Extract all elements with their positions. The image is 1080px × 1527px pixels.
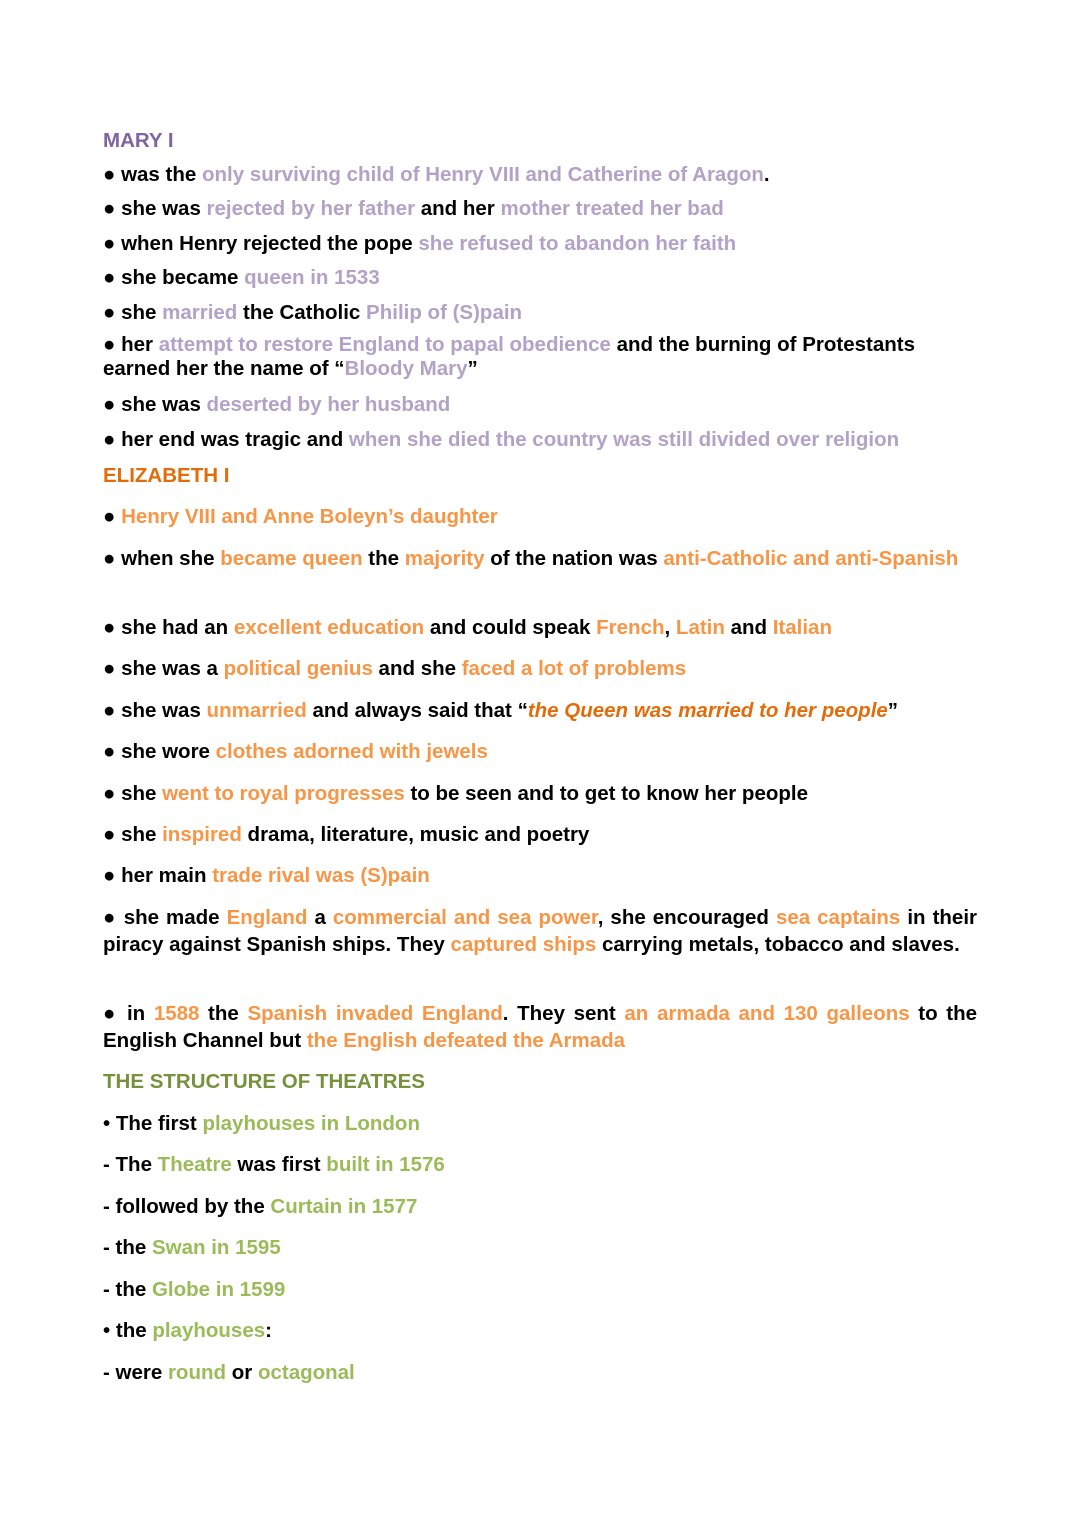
highlighted-text: majority xyxy=(404,547,485,570)
text-segment: in their piracy against Spanish ships. They xyxy=(103,906,977,956)
highlighted-text: unmarried xyxy=(206,699,307,722)
elizabeth-bullet xyxy=(103,503,977,530)
highlighted-text: the English defeated the Armada xyxy=(306,1029,626,1052)
text-segment: : xyxy=(265,1319,272,1342)
highlighted-text: faced a lot of problems xyxy=(461,657,687,680)
text-segment: to be seen and to get to know her people xyxy=(404,782,808,805)
text-segment: ● in xyxy=(103,1002,154,1025)
text-segment: ● she was xyxy=(103,393,207,416)
elizabeth-heading: ELIZABETH I xyxy=(103,464,230,487)
text-segment: - the xyxy=(103,1236,152,1259)
highlighted-text: clothes adorned with jewels xyxy=(215,740,488,763)
highlighted-text: playhouses in London xyxy=(202,1112,420,1135)
highlighted-text: built in 1576 xyxy=(326,1153,445,1176)
text-segment: and always said that “ xyxy=(306,699,528,722)
text-segment: ● xyxy=(103,505,122,528)
text-segment: the xyxy=(199,1002,248,1025)
highlighted-text: Swan in 1595 xyxy=(151,1236,281,1259)
text-segment: - followed by the xyxy=(103,1195,271,1218)
text-segment: the xyxy=(362,547,405,570)
highlighted-text: round xyxy=(167,1361,227,1384)
mary-bullet xyxy=(103,264,977,291)
elizabeth-bullet xyxy=(103,862,977,889)
theatres-heading: THE STRUCTURE OF THEATRES xyxy=(103,1070,425,1093)
text-segment: the Catholic xyxy=(237,301,367,324)
text-segment: ● when Henry rejected the pope xyxy=(103,232,419,255)
text-segment: ” xyxy=(887,699,899,722)
highlighted-text: when she died the country was still divided over religion xyxy=(348,428,900,451)
text-segment: drama, literature, music and poetry xyxy=(241,823,590,846)
highlighted-text: Globe in 1599 xyxy=(151,1278,286,1301)
highlighted-text: only surviving child of Henry VIII and Catherine of Aragon xyxy=(201,163,764,186)
highlighted-text: mother treated her bad xyxy=(500,197,724,220)
highlighted-text: married xyxy=(162,301,238,324)
highlighted-text: rejected by her father xyxy=(206,197,416,220)
theatres-item xyxy=(103,1193,977,1220)
text-segment: ● she xyxy=(103,782,163,805)
text-segment: and her xyxy=(415,197,501,220)
text-segment: and could speak xyxy=(424,616,597,639)
highlighted-text: inspired xyxy=(162,823,242,846)
text-segment: ● she xyxy=(103,301,163,324)
mary-bullet xyxy=(103,299,977,326)
text-segment: ● her main xyxy=(103,864,213,887)
text-segment: , xyxy=(664,616,676,639)
text-segment: - The xyxy=(103,1153,158,1176)
highlighted-text: Italian xyxy=(772,616,832,639)
text-segment: of the nation was xyxy=(484,547,664,570)
highlighted-text: captured ships xyxy=(450,933,597,956)
highlighted-text: sea captains xyxy=(775,906,901,929)
elizabeth-bullet xyxy=(103,780,977,807)
mary-bullet xyxy=(103,391,977,418)
text-segment: ” xyxy=(467,357,478,380)
mary-bullet xyxy=(103,426,977,453)
elizabeth-bullet xyxy=(103,697,977,724)
highlighted-text: octagonal xyxy=(257,1361,355,1384)
elizabeth-bullet xyxy=(103,614,977,641)
text-segment: ● she was xyxy=(103,699,207,722)
highlighted-text: queen in 1533 xyxy=(244,266,380,289)
text-segment: ● she became xyxy=(103,266,245,289)
text-segment: • the xyxy=(103,1319,153,1342)
highlighted-text: Spanish invaded England xyxy=(247,1002,503,1025)
mary-bullet xyxy=(103,161,977,188)
highlighted-text: she refused to abandon her faith xyxy=(418,232,737,255)
highlighted-text: playhouses xyxy=(152,1319,266,1342)
highlighted-text: Henry VIII and Anne Boleyn’s daughter xyxy=(121,505,498,528)
text-segment: and the burning of Protestants earned her the name of “ xyxy=(103,333,915,380)
text-segment: ● she was a xyxy=(103,657,224,680)
highlighted-text: attempt to restore England to papal obedience xyxy=(158,333,611,356)
text-segment: ● she had an xyxy=(103,616,234,639)
highlighted-text: went to royal progresses xyxy=(162,782,405,805)
highlighted-text: excellent education xyxy=(233,616,425,639)
theatres-item xyxy=(103,1151,977,1178)
highlighted-text: trade rival was (S)pain xyxy=(212,864,430,887)
highlighted-text: Curtain in 1577 xyxy=(270,1195,418,1218)
text-segment: . They sent xyxy=(502,1002,625,1025)
theatres-item xyxy=(103,1276,977,1303)
text-segment: ● her xyxy=(103,333,159,356)
text-segment: carrying metals, tobacco and slaves. xyxy=(596,933,960,956)
text-segment: a xyxy=(307,906,333,929)
highlighted-text: political genius xyxy=(223,657,373,680)
highlighted-text: anti-Catholic and anti-Spanish xyxy=(663,547,959,570)
text-segment: ● she wore xyxy=(103,740,216,763)
text-segment: ● her end was tragic and xyxy=(103,428,349,451)
text-segment: . xyxy=(763,163,770,186)
theatres-item xyxy=(103,1234,977,1261)
highlighted-text: commercial and sea power xyxy=(332,906,598,929)
mary-bullet xyxy=(103,333,977,381)
text-segment: • The first xyxy=(103,1112,203,1135)
text-segment: ● she was xyxy=(103,197,207,220)
text-segment: and she xyxy=(372,657,462,680)
mary-bullet xyxy=(103,230,977,257)
text-segment: - the xyxy=(103,1278,152,1301)
mary-bullet xyxy=(103,195,977,222)
text-segment: to the English Channel but xyxy=(103,1002,977,1052)
elizabeth-bullet xyxy=(103,904,977,958)
text-segment: ● she made xyxy=(103,906,227,929)
text-segment: ● when she xyxy=(103,547,221,570)
highlighted-text: Theatre xyxy=(157,1153,232,1176)
elizabeth-bullet xyxy=(103,1000,977,1054)
text-segment: or xyxy=(226,1361,258,1384)
highlighted-text: became queen xyxy=(220,547,363,570)
highlighted-text: Philip of (S)pain xyxy=(366,301,523,324)
mary-heading: MARY I xyxy=(103,129,174,152)
theatres-item xyxy=(103,1317,977,1344)
text-segment: ● she xyxy=(103,823,163,846)
text-segment: - were xyxy=(103,1361,168,1384)
highlighted-text: England xyxy=(226,906,308,929)
elizabeth-bullet xyxy=(103,821,977,848)
elizabeth-bullet xyxy=(103,655,977,682)
theatres-item xyxy=(103,1110,977,1137)
theatres-item xyxy=(103,1359,977,1386)
elizabeth-bullet xyxy=(103,545,977,572)
elizabeth-bullet xyxy=(103,738,977,765)
text-segment: ● was the xyxy=(103,163,202,186)
text-segment: and xyxy=(724,616,773,639)
text-segment: , she encouraged xyxy=(597,906,776,929)
highlighted-text: the Queen was married to her people xyxy=(527,699,888,722)
highlighted-text: French xyxy=(596,616,665,639)
highlighted-text: 1588 xyxy=(153,1002,200,1025)
highlighted-text: deserted by her husband xyxy=(206,393,451,416)
highlighted-text: an armada and 130 galleons xyxy=(624,1002,910,1025)
highlighted-text: Latin xyxy=(675,616,725,639)
text-segment: was first xyxy=(231,1153,327,1176)
highlighted-text: Bloody Mary xyxy=(344,357,468,380)
